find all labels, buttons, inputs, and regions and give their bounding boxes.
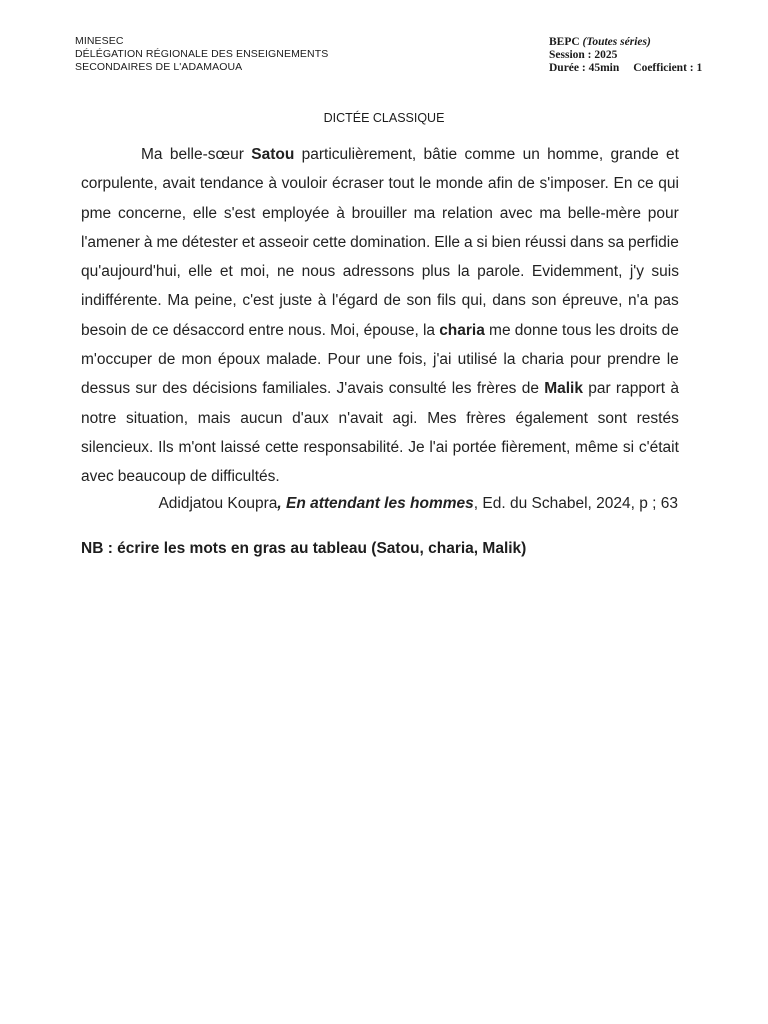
word: perfidie xyxy=(628,233,679,251)
word: de xyxy=(158,351,176,369)
word: également xyxy=(515,409,588,427)
word: de xyxy=(661,321,679,339)
word: frères xyxy=(466,409,506,427)
word: Pour xyxy=(327,351,361,369)
word: l'amener xyxy=(81,233,140,251)
word: pas xyxy=(653,292,679,310)
word: ma xyxy=(413,204,436,222)
word: notre xyxy=(81,409,117,427)
word: si xyxy=(476,233,488,251)
passage-line xyxy=(81,286,679,315)
word: droits xyxy=(619,321,658,339)
word: écraser xyxy=(332,175,384,193)
word: malade. xyxy=(266,351,322,369)
word: épreuve, xyxy=(562,292,623,310)
word: son xyxy=(531,292,557,310)
word: pour xyxy=(569,351,601,369)
word: le xyxy=(419,175,432,193)
word: de xyxy=(517,175,535,193)
word: fièrement, xyxy=(501,438,571,456)
word: de xyxy=(521,380,539,398)
word: un xyxy=(522,146,540,163)
word: époux xyxy=(217,351,261,369)
word: pme xyxy=(81,204,112,222)
word: moi, xyxy=(240,263,270,281)
word: détester xyxy=(181,233,238,251)
word: et xyxy=(666,146,679,163)
word: charia xyxy=(521,351,564,369)
word: à xyxy=(317,292,327,310)
passage-line xyxy=(81,462,679,491)
word: besoin xyxy=(81,321,127,339)
word: frères xyxy=(476,380,517,398)
word: avec xyxy=(499,204,533,222)
word: dessus xyxy=(81,380,131,398)
word: de xyxy=(189,468,208,486)
passage-line xyxy=(81,169,679,198)
word: portée xyxy=(452,438,497,456)
word: décisions xyxy=(192,380,258,398)
word: bâtie xyxy=(423,146,458,163)
word: brouiller xyxy=(351,204,407,222)
word: si xyxy=(622,438,635,456)
word: les xyxy=(595,321,616,339)
word: le xyxy=(666,351,679,369)
word: aucun xyxy=(240,409,283,427)
word: à xyxy=(268,175,277,193)
word: indifférente. xyxy=(81,292,162,310)
word: fois, xyxy=(398,351,427,369)
word: bien xyxy=(491,233,521,251)
word: de xyxy=(383,292,401,310)
word: domination. xyxy=(350,233,431,251)
word: qui, xyxy=(461,292,487,310)
passage-line xyxy=(81,257,679,286)
word: rapport xyxy=(615,380,666,398)
word: entre xyxy=(248,321,284,339)
word: épouse, xyxy=(363,321,419,339)
word: n'a xyxy=(628,292,649,310)
word: s'est xyxy=(223,204,256,222)
dictation-passage xyxy=(81,140,679,492)
word: consulté xyxy=(388,380,447,398)
word: ma xyxy=(539,204,561,222)
word: même xyxy=(575,438,619,456)
word: Ils xyxy=(158,438,174,456)
word: difficultés. xyxy=(211,468,280,486)
word: a xyxy=(463,233,473,251)
header-institution xyxy=(75,35,328,74)
word: et xyxy=(241,233,255,251)
word: j'ai xyxy=(433,351,452,369)
passage-line xyxy=(81,345,679,374)
word: des xyxy=(162,380,188,398)
word: s'imposer. xyxy=(539,175,609,193)
nota-bene: NB : écrire les mots en gras au tableau (Satou, charia, Malik) xyxy=(81,540,527,557)
word: Ma xyxy=(141,146,163,163)
page-title: DICTÉE CLASSIQUE xyxy=(323,111,445,125)
word: utilisé xyxy=(457,351,498,369)
word: la xyxy=(503,351,516,369)
word: laissé xyxy=(220,438,261,456)
word: c'était xyxy=(638,438,679,456)
word: pour xyxy=(647,204,679,222)
passage-line xyxy=(81,374,679,403)
word: juste xyxy=(279,292,313,310)
word: tout xyxy=(388,175,415,193)
word: m'ont xyxy=(178,438,216,456)
source-book-title: , En attendant les hommes xyxy=(277,495,474,512)
bold-word: Malik xyxy=(544,380,583,398)
word: familiales. xyxy=(262,380,332,398)
word: prendre xyxy=(607,351,661,369)
exam-series: (Toutes séries) xyxy=(582,36,651,48)
word: fils xyxy=(437,292,456,310)
word: ce xyxy=(152,321,169,339)
delegation-line-1: DÉLÉGATION RÉGIONALE DES ENSEIGNEMENTS xyxy=(75,48,329,60)
word: silencieux. xyxy=(81,438,154,456)
word: adressons xyxy=(342,263,415,281)
word: responsabilité. xyxy=(303,438,404,456)
word: comme xyxy=(464,146,516,163)
word: les xyxy=(451,380,472,398)
word: avec xyxy=(81,468,114,486)
word: Elle xyxy=(434,233,461,251)
ministry-name: MINESEC xyxy=(75,35,124,47)
word: belle-mère xyxy=(567,204,641,222)
word: réussi xyxy=(524,233,567,251)
word: monde xyxy=(435,175,484,193)
passage-line xyxy=(81,199,679,228)
word: son xyxy=(406,292,432,310)
word: asseoir xyxy=(258,233,309,251)
word: tendance xyxy=(199,175,264,193)
word: beaucoup xyxy=(117,468,186,486)
word: la xyxy=(457,263,470,281)
word: grande xyxy=(610,146,659,163)
word: dans xyxy=(492,292,526,310)
word: et xyxy=(219,263,233,281)
word: cette xyxy=(265,438,299,456)
exam-duration: Durée : 45min xyxy=(549,62,620,74)
word: l'ai xyxy=(429,438,448,456)
word: qu'aujourd'hui, xyxy=(81,263,181,281)
word: sont xyxy=(597,409,627,427)
passage-line xyxy=(81,228,679,257)
word: nous. xyxy=(288,321,326,339)
word: mais xyxy=(197,409,231,427)
word: me xyxy=(489,321,511,339)
word: nous xyxy=(301,263,336,281)
word: tous xyxy=(562,321,592,339)
passage-line xyxy=(81,433,679,462)
word: Je xyxy=(408,438,425,456)
word: m'occuper xyxy=(81,351,153,369)
word: agi. xyxy=(392,409,418,427)
word: restés xyxy=(636,409,679,427)
word: Moi, xyxy=(330,321,360,339)
word: particulièrement, xyxy=(301,146,417,163)
passage-line xyxy=(81,140,679,169)
word: employée xyxy=(262,204,330,222)
word: à xyxy=(670,380,679,398)
word: me xyxy=(156,233,178,251)
word: corpulente, xyxy=(81,175,158,193)
word: elle xyxy=(188,263,213,281)
word: n'avait xyxy=(338,409,383,427)
word: dans xyxy=(570,233,604,251)
word: concerne, xyxy=(118,204,187,222)
word: désaccord xyxy=(172,321,245,339)
word: peine, xyxy=(194,292,237,310)
source-citation xyxy=(158,495,678,513)
word: ne xyxy=(276,263,295,281)
word: homme, xyxy=(547,146,604,163)
word: une xyxy=(366,351,393,369)
word: qui xyxy=(658,175,679,193)
passage-line xyxy=(81,316,679,345)
word: sur xyxy=(135,380,157,398)
source-publisher: , Ed. du Schabel, 2024, p ; 63 xyxy=(473,495,678,512)
word: belle-sœur xyxy=(169,146,244,163)
word: donne xyxy=(514,321,558,339)
word: la xyxy=(422,321,436,339)
word: situation, xyxy=(126,409,189,427)
bold-word: charia xyxy=(439,321,485,339)
header-exam-info xyxy=(549,36,702,75)
delegation-line-2: SECONDAIRES DE L'ADAMAOUA xyxy=(75,61,243,73)
word: En xyxy=(613,175,633,193)
word: j'y xyxy=(629,263,644,281)
word: elle xyxy=(192,204,218,222)
word: c'est xyxy=(242,292,274,310)
exam-name: BEPC xyxy=(549,36,580,48)
word: Mes xyxy=(427,409,457,427)
word: suis xyxy=(651,263,679,281)
word: cette xyxy=(312,233,347,251)
word: sa xyxy=(607,233,625,251)
word: vouloir xyxy=(281,175,328,193)
passage-line xyxy=(81,404,679,433)
exam-coefficient: Coefficient : 1 xyxy=(633,62,703,74)
word: parole. xyxy=(477,263,525,281)
word: par xyxy=(588,380,611,398)
word: afin xyxy=(487,175,513,193)
exam-session: Session : 2025 xyxy=(549,49,618,61)
word: mon xyxy=(181,351,212,369)
source-author: Adidjatou Koupra xyxy=(158,495,278,512)
bold-word: Satou xyxy=(251,146,295,163)
word: à xyxy=(336,204,345,222)
word: l'égard xyxy=(331,292,378,310)
word: de xyxy=(130,321,149,339)
word: J'avais xyxy=(336,380,384,398)
word: relation xyxy=(442,204,493,222)
word: avait xyxy=(162,175,196,193)
word: d'aux xyxy=(292,409,329,427)
word: ce xyxy=(637,175,654,193)
word: à xyxy=(143,233,153,251)
word: plus xyxy=(421,263,451,281)
word: Ma xyxy=(167,292,189,310)
word: Evidemment, xyxy=(531,263,623,281)
